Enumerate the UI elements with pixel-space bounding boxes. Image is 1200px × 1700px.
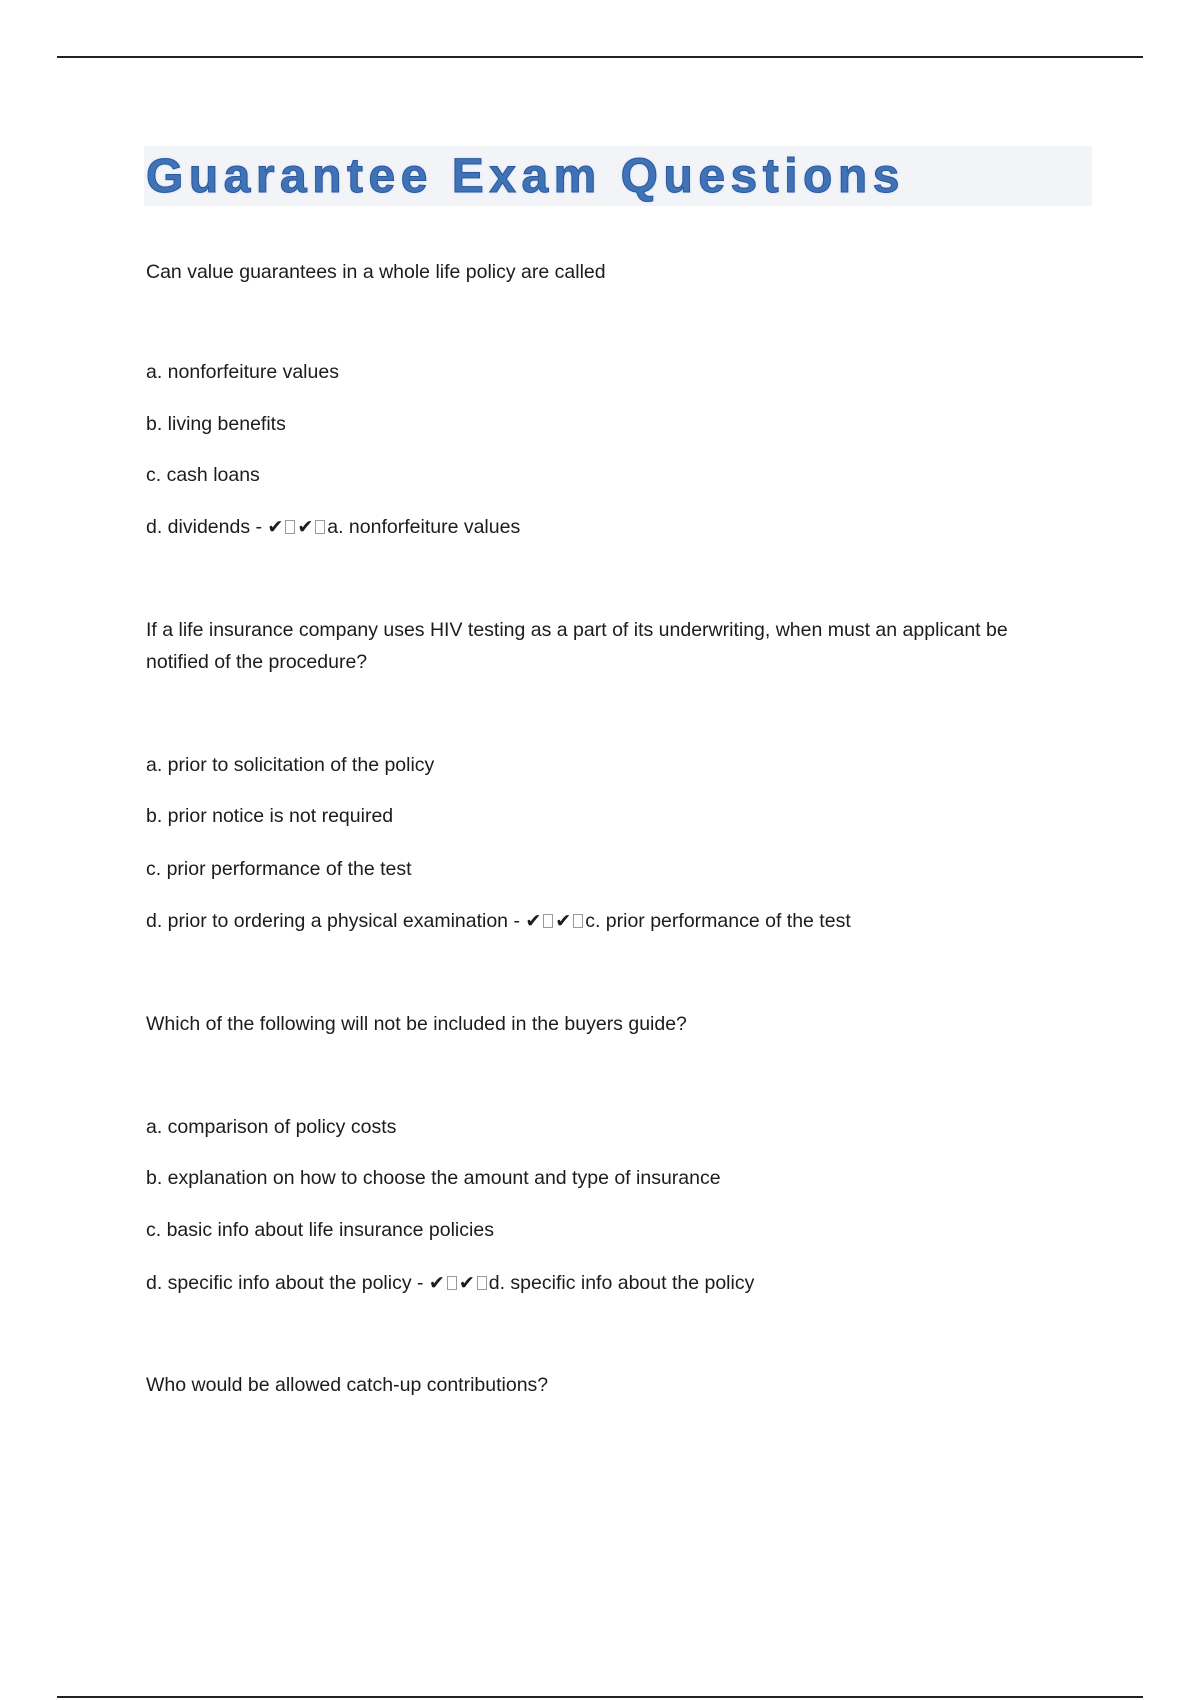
answer-option: a. nonforfeiture values [146,361,339,383]
checkmark-icon: ✔ [428,1272,445,1294]
checkmark-icon: ✔ [297,516,314,538]
answer-option-label: d. prior to ordering a physical examination - [146,910,526,932]
answer-option: b. explanation on how to choose the amount and type of insurance [146,1167,721,1189]
checkmark-icon: ✔ [555,910,572,932]
correct-answer: c. prior performance of the test [585,910,851,932]
top-rule [57,56,1143,58]
question-prompt: Which of the following will not be included in the buyers guide? [146,1013,687,1035]
empty-box-icon [543,914,553,928]
answer-option: c. basic info about life insurance policies [146,1219,494,1241]
question-prompt: Can value guarantees in a whole life policy are called [146,261,606,283]
answer-option-label: d. specific info about the policy - [146,1272,429,1294]
answer-option: a. prior to solicitation of the policy [146,754,435,776]
answer-option-with-key [146,511,520,543]
answer-option-with-key [146,905,851,937]
answer-option: c. cash loans [146,464,260,486]
checkmark-icon: ✔ [267,516,284,538]
question-prompt: If a life insurance company uses HIV testing as a part of its underwriting, when must an applicant be notified of the procedure? [146,619,1008,673]
question-prompt: Who would be allowed catch-up contributions? [146,1374,549,1396]
answer-option-with-key [146,1267,754,1299]
empty-box-icon [573,914,583,928]
empty-box-icon [477,1276,487,1290]
correct-answer: d. specific info about the policy [488,1272,755,1294]
bottom-rule [57,1696,1143,1698]
answer-option: b. living benefits [146,413,286,435]
answer-option: b. prior notice is not required [146,805,394,827]
checkmark-icon: ✔ [458,1272,475,1294]
document-title: Guarantee Exam Questions [146,150,905,203]
answer-option-label: d. dividends - [146,516,268,538]
correct-answer: a. nonforfeiture values [327,516,521,538]
empty-box-icon [285,520,295,534]
answer-option: a. comparison of policy costs [146,1116,397,1138]
checkmark-icon: ✔ [525,910,542,932]
empty-box-icon [315,520,325,534]
empty-box-icon [447,1276,457,1290]
answer-option: c. prior performance of the test [146,858,412,880]
